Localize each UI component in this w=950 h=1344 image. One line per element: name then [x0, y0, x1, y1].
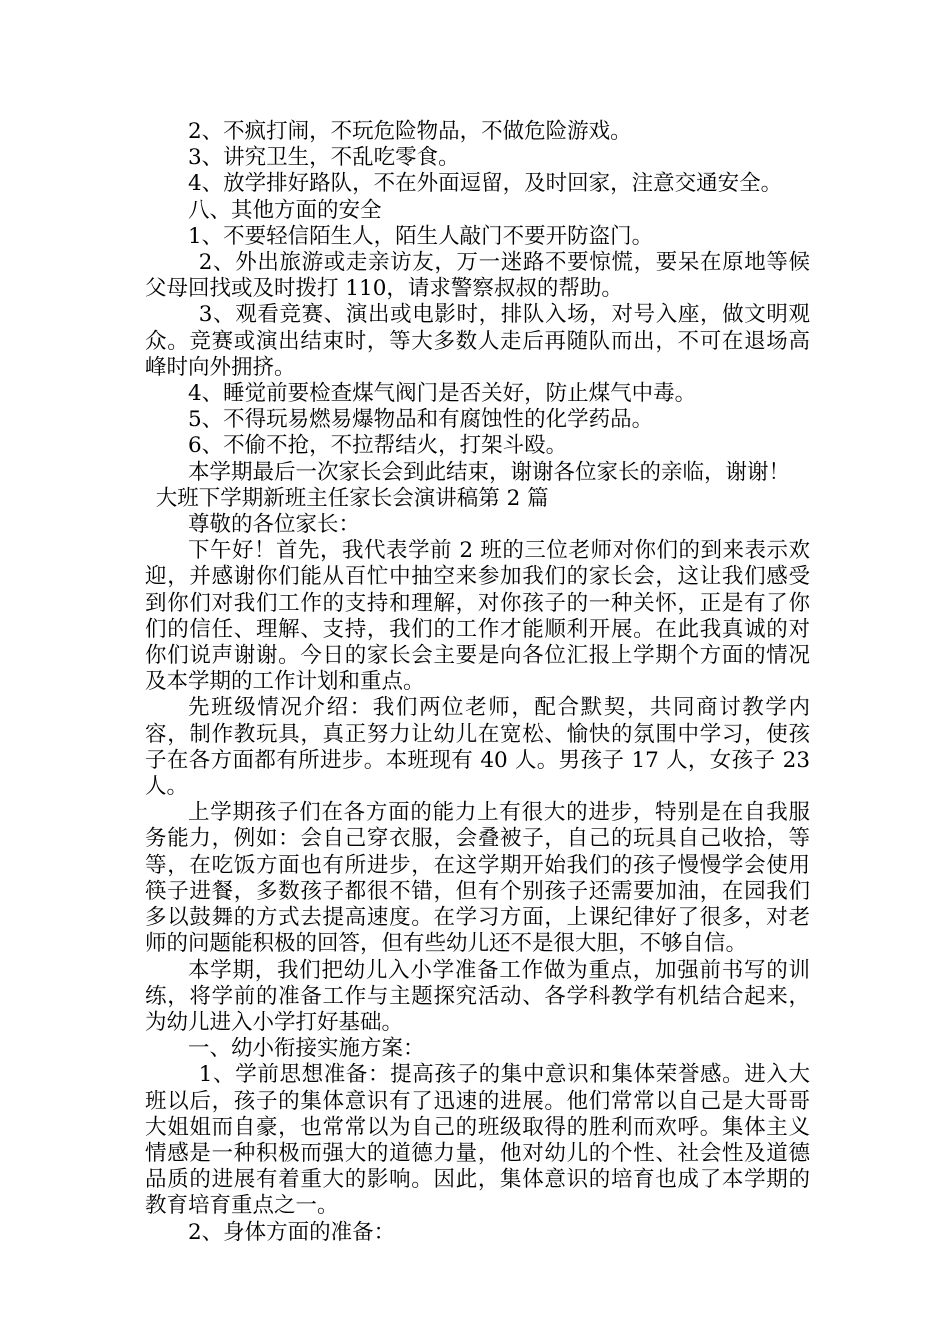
paragraph: 上学期孩子们在各方面的能力上有很大的进步，特别是在自我服务能力，例如：会自己穿衣服，会叠被子，自己的玩具自己收拾，等等，在吃饭方面也有所进步，在这学期开始我们的孩子慢慢学会使用筷子进餐，多数孩子都很不错，但有个别孩子还需要加油，在园我们多以鼓舞的方式去提高速度。在学习方面，上课纪律好了很多，对老师的问题能积极的回答，但有些幼儿还不是很大胆，不够自信。 — [145, 800, 810, 957]
paragraph: 6、不偷不抢，不拉帮结火，打架斗殴。 — [188, 433, 568, 459]
paragraph: 5、不得玩易燃易爆物品和有腐蚀性的化学药品。 — [188, 407, 654, 433]
paragraph: 1、不要轻信陌生人，陌生人敲门不要开防盗门。 — [188, 223, 654, 249]
paragraph: 本学期最后一次家长会到此结束，谢谢各位家长的亲临，谢谢！ — [188, 459, 791, 485]
paragraph: 先班级情况介绍：我们两位老师，配合默契，共同商讨教学内容，制作教玩具，真正努力让幼儿在宽松、愉快的氛围中学习，使孩子在各方面都有所进步。本班现有 40 人。男孩子 17 人，女孩子 23 人。 — [145, 695, 810, 800]
paragraph: 下午好！首先，我代表学前 2 班的三位老师对你们的到来表示欢迎，并感谢你们能从百忙中抽空来参加我们的家长会，这让我们感受到你们对我们工作的支持和理解，对你孩子的一种关怀，正是有了你们的信任、理解、支持，我们的工作才能顺利开展。在此我真诚的对你们说声谢谢。今日的家长会主要是向各位汇报上学期个方面的情况及本学期的工作计划和重点。 — [145, 538, 810, 695]
paragraph: 3、观看竞赛、演出或电影时，排队入场，对号入座，做文明观众。竞赛或演出结束时，等大多数人走后再随队而出，不可在退场高峰时向外拥挤。 — [145, 302, 810, 380]
paragraph: 本学期，我们把幼儿入小学准备工作做为重点，加强前书写的训练，将学前的准备工作与主题探究活动、各学科教学有机结合起来，为幼儿进入小学打好基础。 — [145, 957, 810, 1035]
document-body — [145, 119, 810, 1246]
salutation: 尊敬的各位家长： — [188, 512, 361, 538]
section-heading: 八、其他方面的安全 — [188, 197, 382, 223]
paragraph: 3、讲究卫生，不乱吃零食。 — [188, 145, 460, 171]
section-heading: 一、幼小衔接实施方案： — [188, 1036, 425, 1062]
paragraph: 2、不疯打闹，不玩危险物品，不做危险游戏。 — [188, 119, 632, 144]
paragraph: 2、外出旅游或走亲访友，万一迷路不要惊慌，要呆在原地等候父母回找或及时拨打 110，请求警察叔叔的帮助。 — [145, 250, 810, 302]
paragraph: 4、睡觉前要检查煤气阀门是否关好，防止煤气中毒。 — [188, 381, 697, 407]
paragraph: 1、学前思想准备：提高孩子的集中意识和集体荣誉感。进入大班以后，孩子的集体意识有了迅速的进展。他们常常以自己是大哥哥大姐姐而自豪，也常常以为自己的班级取得的胜利而欢呼。集体主义情感是一种积极而强大的道德力量，他对幼儿的个性、社会性及道德品质的进展有着重大的影响。因此，集体意识的培育也成了本学期的教育培育重点之一。 — [145, 1062, 810, 1219]
paragraph: 2、身体方面的准备： — [188, 1219, 396, 1245]
article-title: 大班下学期新班主任家长会演讲稿第 2 篇 — [155, 485, 549, 511]
paragraph: 4、放学排好路队，不在外面逗留，及时回家，注意交通安全。 — [188, 171, 783, 197]
